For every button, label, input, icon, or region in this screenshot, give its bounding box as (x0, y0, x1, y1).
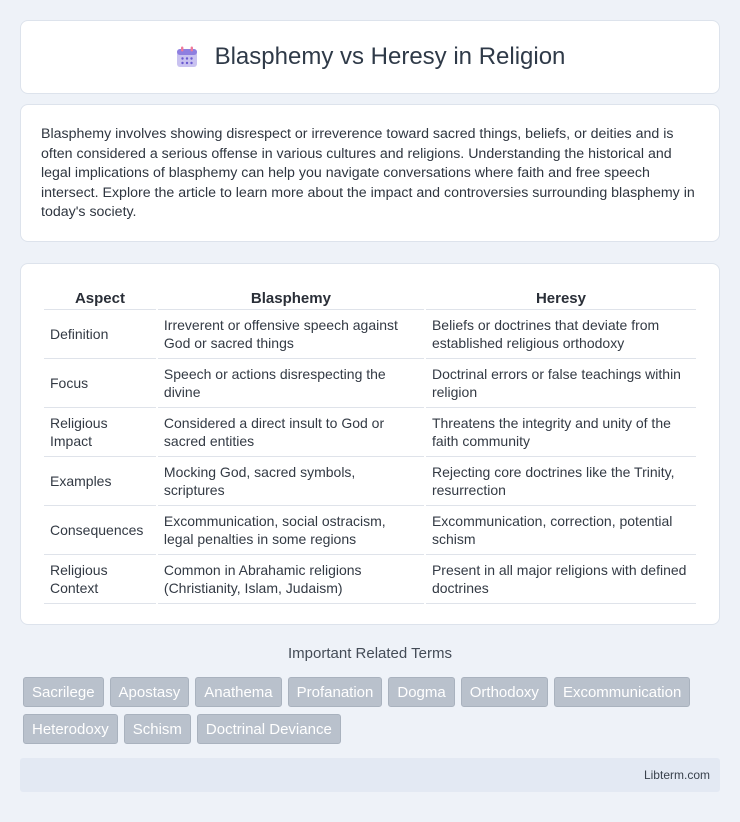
row-aspect: Religious Context (44, 555, 156, 604)
header-blasphemy: Blasphemy (158, 284, 424, 310)
related-terms-title: Important Related Terms (288, 645, 452, 662)
row-aspect: Definition (44, 310, 156, 359)
footer (20, 758, 720, 792)
related-term-tag[interactable]: Anathema (195, 677, 281, 707)
row-blasphemy: Speech or actions disrespecting the divine (158, 359, 424, 408)
table-row (44, 457, 696, 506)
row-aspect: Examples (44, 457, 156, 506)
related-term-tag[interactable]: Orthodoxy (461, 677, 548, 707)
table-row (44, 555, 696, 604)
row-blasphemy: Excommunication, social ostracism, legal penalties in some regions (158, 506, 424, 555)
row-aspect: Religious Impact (44, 408, 156, 457)
row-blasphemy: Irreverent or offensive speech against God or sacred things (158, 310, 424, 359)
related-term-tag[interactable]: Doctrinal Deviance (197, 714, 341, 744)
table-row (44, 506, 696, 555)
footer-site-link[interactable]: Libterm.com (643, 768, 710, 782)
title-card (20, 20, 720, 94)
table-header-row (44, 284, 696, 310)
header-heresy: Heresy (426, 284, 696, 310)
page-title: Blasphemy vs Heresy in Religion (214, 43, 566, 70)
intro-text: Blasphemy involves showing disrespect or irreverence toward sacred things, beliefs, or deities and is often considered a serious offense in various cultures and religions. Understanding the historical and legal implications of blasphemy can help you navigate conversations where faith and free speech intersect. Explore the article to learn more about the impact and controversies surrounding blasphemy in today's society. (41, 126, 695, 221)
header-aspect: Aspect (44, 284, 156, 310)
row-heresy: Beliefs or doctrines that deviate from established religious orthodoxy (426, 310, 696, 359)
row-blasphemy: Mocking God, sacred symbols, scriptures (158, 457, 424, 506)
row-aspect: Focus (44, 359, 156, 408)
row-aspect: Consequences (44, 506, 156, 555)
related-term-tag[interactable]: Sacrilege (23, 677, 104, 707)
comparison-table (42, 284, 698, 604)
intro-card (20, 104, 720, 242)
row-heresy: Excommunication, correction, potential schism (426, 506, 696, 555)
related-terms-list (23, 677, 723, 744)
calendar-icon (175, 45, 199, 69)
row-heresy: Present in all major religions with defined doctrines (426, 555, 696, 604)
row-blasphemy: Common in Abrahamic religions (Christianity, Islam, Judaism) (158, 555, 424, 604)
table-row (44, 359, 696, 408)
table-row (44, 310, 696, 359)
related-term-tag[interactable]: Excommunication (554, 677, 690, 707)
comparison-card (20, 263, 720, 625)
related-term-tag[interactable]: Profanation (288, 677, 383, 707)
table-row (44, 408, 696, 457)
related-term-tag[interactable]: Schism (124, 714, 191, 744)
row-heresy: Rejecting core doctrines like the Trinity, resurrection (426, 457, 696, 506)
row-heresy: Doctrinal errors or false teachings within religion (426, 359, 696, 408)
row-blasphemy: Considered a direct insult to God or sacred entities (158, 408, 424, 457)
related-term-tag[interactable]: Dogma (388, 677, 454, 707)
row-heresy: Threatens the integrity and unity of the faith community (426, 408, 696, 457)
related-term-tag[interactable]: Heterodoxy (23, 714, 118, 744)
related-term-tag[interactable]: Apostasy (110, 677, 190, 707)
